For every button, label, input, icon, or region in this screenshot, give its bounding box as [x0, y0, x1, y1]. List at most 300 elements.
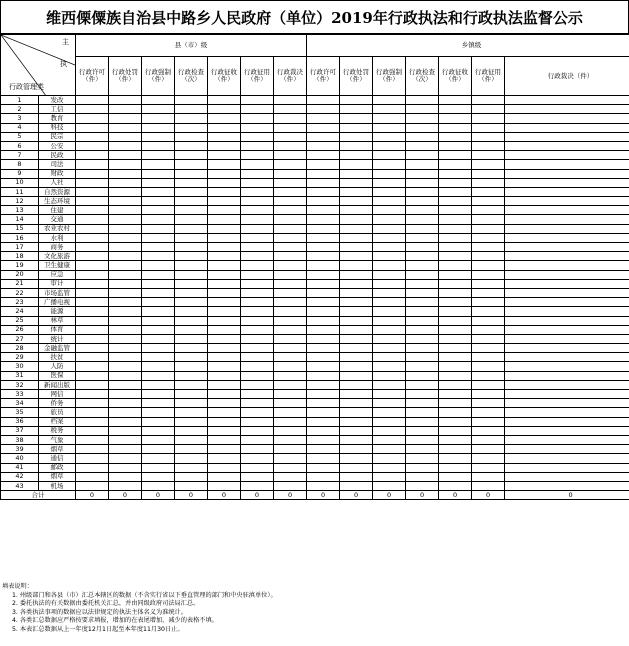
data-cell[interactable]: [175, 408, 208, 417]
data-cell[interactable]: [307, 215, 340, 224]
data-cell[interactable]: [175, 371, 208, 380]
data-cell[interactable]: [175, 114, 208, 123]
data-cell[interactable]: [208, 261, 241, 270]
data-cell[interactable]: [76, 454, 109, 463]
data-cell[interactable]: [505, 215, 629, 224]
data-cell[interactable]: [340, 334, 373, 343]
data-cell[interactable]: [109, 481, 142, 490]
data-cell[interactable]: [208, 417, 241, 426]
data-cell[interactable]: [439, 307, 472, 316]
data-cell[interactable]: [406, 224, 439, 233]
data-cell[interactable]: [307, 132, 340, 141]
data-cell[interactable]: [340, 307, 373, 316]
data-cell[interactable]: [76, 362, 109, 371]
data-cell[interactable]: [373, 151, 406, 160]
data-cell[interactable]: [175, 445, 208, 454]
data-cell[interactable]: [406, 371, 439, 380]
data-cell[interactable]: [406, 233, 439, 242]
data-cell[interactable]: [76, 114, 109, 123]
data-cell[interactable]: [76, 178, 109, 187]
data-cell[interactable]: [241, 141, 274, 150]
data-cell[interactable]: [241, 362, 274, 371]
data-cell[interactable]: [439, 96, 472, 105]
data-cell[interactable]: [472, 481, 505, 490]
data-cell[interactable]: [307, 114, 340, 123]
data-cell[interactable]: [142, 123, 175, 132]
data-cell[interactable]: [109, 325, 142, 334]
data-cell[interactable]: [307, 325, 340, 334]
data-cell[interactable]: [307, 435, 340, 444]
data-cell[interactable]: [406, 353, 439, 362]
data-cell[interactable]: [505, 96, 629, 105]
data-cell[interactable]: [175, 307, 208, 316]
data-cell[interactable]: [208, 206, 241, 215]
data-cell[interactable]: [406, 390, 439, 399]
data-cell[interactable]: [505, 454, 629, 463]
data-cell[interactable]: [340, 243, 373, 252]
data-cell[interactable]: [274, 151, 307, 160]
data-cell[interactable]: [241, 132, 274, 141]
data-cell[interactable]: [208, 426, 241, 435]
data-cell[interactable]: [175, 187, 208, 196]
data-cell[interactable]: [142, 316, 175, 325]
data-cell[interactable]: [208, 353, 241, 362]
data-cell[interactable]: [109, 417, 142, 426]
data-cell[interactable]: [241, 114, 274, 123]
data-cell[interactable]: [439, 298, 472, 307]
data-cell[interactable]: [175, 390, 208, 399]
data-cell[interactable]: [340, 454, 373, 463]
data-cell[interactable]: [505, 279, 629, 288]
data-cell[interactable]: [307, 178, 340, 187]
data-cell[interactable]: [241, 151, 274, 160]
data-cell[interactable]: [340, 362, 373, 371]
data-cell[interactable]: [439, 334, 472, 343]
data-cell[interactable]: [109, 132, 142, 141]
data-cell[interactable]: [373, 123, 406, 132]
data-cell[interactable]: [307, 353, 340, 362]
data-cell[interactable]: [208, 435, 241, 444]
data-cell[interactable]: [439, 224, 472, 233]
data-cell[interactable]: [76, 160, 109, 169]
data-cell[interactable]: [109, 371, 142, 380]
data-cell[interactable]: [307, 371, 340, 380]
data-cell[interactable]: [406, 435, 439, 444]
data-cell[interactable]: [241, 197, 274, 206]
data-cell[interactable]: [274, 169, 307, 178]
data-cell[interactable]: [307, 344, 340, 353]
data-cell[interactable]: [406, 481, 439, 490]
data-cell[interactable]: [76, 380, 109, 389]
data-cell[interactable]: [109, 261, 142, 270]
data-cell[interactable]: [241, 435, 274, 444]
data-cell[interactable]: [241, 307, 274, 316]
data-cell[interactable]: [142, 252, 175, 261]
data-cell[interactable]: [307, 380, 340, 389]
data-cell[interactable]: [505, 169, 629, 178]
data-cell[interactable]: [439, 481, 472, 490]
data-cell[interactable]: [406, 261, 439, 270]
data-cell[interactable]: [406, 160, 439, 169]
data-cell[interactable]: [241, 463, 274, 472]
data-cell[interactable]: [208, 325, 241, 334]
data-cell[interactable]: [472, 463, 505, 472]
data-cell[interactable]: [472, 316, 505, 325]
data-cell[interactable]: [109, 114, 142, 123]
data-cell[interactable]: [340, 169, 373, 178]
data-cell[interactable]: [109, 399, 142, 408]
data-cell[interactable]: [208, 243, 241, 252]
data-cell[interactable]: [109, 298, 142, 307]
data-cell[interactable]: [406, 114, 439, 123]
data-cell[interactable]: [208, 151, 241, 160]
data-cell[interactable]: [307, 390, 340, 399]
data-cell[interactable]: [241, 206, 274, 215]
data-cell[interactable]: [505, 261, 629, 270]
data-cell[interactable]: [241, 215, 274, 224]
data-cell[interactable]: [76, 288, 109, 297]
data-cell[interactable]: [241, 96, 274, 105]
data-cell[interactable]: [109, 426, 142, 435]
data-cell[interactable]: [241, 408, 274, 417]
data-cell[interactable]: [307, 408, 340, 417]
data-cell[interactable]: [274, 380, 307, 389]
data-cell[interactable]: [472, 362, 505, 371]
data-cell[interactable]: [307, 141, 340, 150]
data-cell[interactable]: [307, 96, 340, 105]
data-cell[interactable]: [274, 233, 307, 242]
data-cell[interactable]: [373, 454, 406, 463]
data-cell[interactable]: [340, 279, 373, 288]
data-cell[interactable]: [208, 187, 241, 196]
data-cell[interactable]: [439, 151, 472, 160]
data-cell[interactable]: [472, 261, 505, 270]
data-cell[interactable]: [439, 472, 472, 481]
data-cell[interactable]: [274, 197, 307, 206]
data-cell[interactable]: [472, 215, 505, 224]
data-cell[interactable]: [109, 454, 142, 463]
data-cell[interactable]: [505, 141, 629, 150]
data-cell[interactable]: [406, 417, 439, 426]
data-cell[interactable]: [340, 435, 373, 444]
data-cell[interactable]: [208, 454, 241, 463]
data-cell[interactable]: [505, 353, 629, 362]
data-cell[interactable]: [472, 417, 505, 426]
data-cell[interactable]: [208, 279, 241, 288]
data-cell[interactable]: [373, 472, 406, 481]
data-cell[interactable]: [505, 224, 629, 233]
data-cell[interactable]: [340, 380, 373, 389]
data-cell[interactable]: [241, 123, 274, 132]
data-cell[interactable]: [175, 224, 208, 233]
data-cell[interactable]: [439, 371, 472, 380]
data-cell[interactable]: [175, 279, 208, 288]
data-cell[interactable]: [109, 169, 142, 178]
data-cell[interactable]: [175, 96, 208, 105]
data-cell[interactable]: [340, 426, 373, 435]
data-cell[interactable]: [307, 243, 340, 252]
data-cell[interactable]: [340, 353, 373, 362]
data-cell[interactable]: [373, 307, 406, 316]
data-cell[interactable]: [274, 132, 307, 141]
data-cell[interactable]: [142, 454, 175, 463]
data-cell[interactable]: [274, 123, 307, 132]
data-cell[interactable]: [340, 105, 373, 114]
data-cell[interactable]: [208, 288, 241, 297]
data-cell[interactable]: [208, 399, 241, 408]
data-cell[interactable]: [274, 160, 307, 169]
data-cell[interactable]: [406, 123, 439, 132]
data-cell[interactable]: [472, 472, 505, 481]
data-cell[interactable]: [373, 279, 406, 288]
data-cell[interactable]: [373, 270, 406, 279]
data-cell[interactable]: [175, 316, 208, 325]
data-cell[interactable]: [373, 160, 406, 169]
data-cell[interactable]: [406, 298, 439, 307]
data-cell[interactable]: [373, 105, 406, 114]
data-cell[interactable]: [505, 380, 629, 389]
data-cell[interactable]: [274, 435, 307, 444]
data-cell[interactable]: [307, 105, 340, 114]
data-cell[interactable]: [439, 132, 472, 141]
data-cell[interactable]: [109, 206, 142, 215]
data-cell[interactable]: [373, 252, 406, 261]
data-cell[interactable]: [505, 426, 629, 435]
data-cell[interactable]: [76, 334, 109, 343]
data-cell[interactable]: [307, 399, 340, 408]
data-cell[interactable]: [241, 224, 274, 233]
data-cell[interactable]: [76, 96, 109, 105]
data-cell[interactable]: [472, 197, 505, 206]
data-cell[interactable]: [142, 96, 175, 105]
data-cell[interactable]: [208, 215, 241, 224]
data-cell[interactable]: [76, 215, 109, 224]
data-cell[interactable]: [241, 298, 274, 307]
data-cell[interactable]: [208, 307, 241, 316]
data-cell[interactable]: [472, 224, 505, 233]
data-cell[interactable]: [241, 261, 274, 270]
data-cell[interactable]: [142, 160, 175, 169]
data-cell[interactable]: [340, 187, 373, 196]
data-cell[interactable]: [340, 325, 373, 334]
data-cell[interactable]: [340, 298, 373, 307]
data-cell[interactable]: [142, 141, 175, 150]
data-cell[interactable]: [505, 160, 629, 169]
data-cell[interactable]: [340, 417, 373, 426]
data-cell[interactable]: [406, 132, 439, 141]
data-cell[interactable]: [505, 435, 629, 444]
data-cell[interactable]: [373, 215, 406, 224]
data-cell[interactable]: [142, 344, 175, 353]
data-cell[interactable]: [439, 279, 472, 288]
data-cell[interactable]: [76, 426, 109, 435]
data-cell[interactable]: [406, 463, 439, 472]
data-cell[interactable]: [142, 481, 175, 490]
data-cell[interactable]: [505, 105, 629, 114]
data-cell[interactable]: [373, 334, 406, 343]
data-cell[interactable]: [142, 169, 175, 178]
data-cell[interactable]: [175, 481, 208, 490]
data-cell[interactable]: [142, 325, 175, 334]
data-cell[interactable]: [340, 445, 373, 454]
data-cell[interactable]: [505, 399, 629, 408]
data-cell[interactable]: [340, 390, 373, 399]
data-cell[interactable]: [472, 435, 505, 444]
data-cell[interactable]: [373, 325, 406, 334]
data-cell[interactable]: [505, 445, 629, 454]
data-cell[interactable]: [142, 371, 175, 380]
data-cell[interactable]: [142, 435, 175, 444]
data-cell[interactable]: [439, 417, 472, 426]
data-cell[interactable]: [439, 390, 472, 399]
data-cell[interactable]: [373, 399, 406, 408]
data-cell[interactable]: [76, 325, 109, 334]
data-cell[interactable]: [142, 307, 175, 316]
data-cell[interactable]: [109, 141, 142, 150]
data-cell[interactable]: [241, 390, 274, 399]
data-cell[interactable]: [142, 279, 175, 288]
data-cell[interactable]: [439, 215, 472, 224]
data-cell[interactable]: [274, 243, 307, 252]
data-cell[interactable]: [505, 178, 629, 187]
data-cell[interactable]: [439, 435, 472, 444]
data-cell[interactable]: [142, 243, 175, 252]
data-cell[interactable]: [175, 417, 208, 426]
data-cell[interactable]: [340, 472, 373, 481]
data-cell[interactable]: [505, 408, 629, 417]
data-cell[interactable]: [307, 169, 340, 178]
data-cell[interactable]: [307, 298, 340, 307]
data-cell[interactable]: [505, 288, 629, 297]
data-cell[interactable]: [274, 261, 307, 270]
data-cell[interactable]: [340, 206, 373, 215]
data-cell[interactable]: [208, 344, 241, 353]
data-cell[interactable]: [208, 463, 241, 472]
data-cell[interactable]: [439, 325, 472, 334]
data-cell[interactable]: [208, 371, 241, 380]
data-cell[interactable]: [373, 408, 406, 417]
data-cell[interactable]: [142, 187, 175, 196]
data-cell[interactable]: [175, 160, 208, 169]
data-cell[interactable]: [76, 224, 109, 233]
data-cell[interactable]: [208, 141, 241, 150]
data-cell[interactable]: [406, 279, 439, 288]
data-cell[interactable]: [241, 160, 274, 169]
data-cell[interactable]: [373, 362, 406, 371]
data-cell[interactable]: [142, 472, 175, 481]
data-cell[interactable]: [274, 399, 307, 408]
data-cell[interactable]: [76, 105, 109, 114]
data-cell[interactable]: [340, 215, 373, 224]
data-cell[interactable]: [142, 298, 175, 307]
data-cell[interactable]: [274, 417, 307, 426]
data-cell[interactable]: [472, 390, 505, 399]
data-cell[interactable]: [76, 233, 109, 242]
data-cell[interactable]: [274, 141, 307, 150]
data-cell[interactable]: [373, 132, 406, 141]
data-cell[interactable]: [505, 307, 629, 316]
data-cell[interactable]: [109, 279, 142, 288]
data-cell[interactable]: [307, 187, 340, 196]
data-cell[interactable]: [142, 390, 175, 399]
data-cell[interactable]: [439, 288, 472, 297]
data-cell[interactable]: [505, 233, 629, 242]
data-cell[interactable]: [274, 224, 307, 233]
data-cell[interactable]: [406, 215, 439, 224]
data-cell[interactable]: [505, 252, 629, 261]
data-cell[interactable]: [274, 481, 307, 490]
data-cell[interactable]: [142, 132, 175, 141]
data-cell[interactable]: [142, 105, 175, 114]
data-cell[interactable]: [175, 243, 208, 252]
data-cell[interactable]: [109, 362, 142, 371]
data-cell[interactable]: [505, 316, 629, 325]
data-cell[interactable]: [208, 390, 241, 399]
data-cell[interactable]: [76, 417, 109, 426]
data-cell[interactable]: [241, 187, 274, 196]
data-cell[interactable]: [340, 408, 373, 417]
data-cell[interactable]: [439, 141, 472, 150]
data-cell[interactable]: [505, 114, 629, 123]
data-cell[interactable]: [241, 445, 274, 454]
data-cell[interactable]: [274, 325, 307, 334]
data-cell[interactable]: [76, 316, 109, 325]
data-cell[interactable]: [76, 445, 109, 454]
data-cell[interactable]: [175, 362, 208, 371]
data-cell[interactable]: [472, 178, 505, 187]
data-cell[interactable]: [406, 206, 439, 215]
data-cell[interactable]: [472, 380, 505, 389]
data-cell[interactable]: [439, 114, 472, 123]
data-cell[interactable]: [373, 169, 406, 178]
data-cell[interactable]: [241, 316, 274, 325]
data-cell[interactable]: [208, 270, 241, 279]
data-cell[interactable]: [175, 132, 208, 141]
data-cell[interactable]: [76, 252, 109, 261]
data-cell[interactable]: [142, 206, 175, 215]
data-cell[interactable]: [175, 426, 208, 435]
data-cell[interactable]: [406, 270, 439, 279]
data-cell[interactable]: [472, 279, 505, 288]
data-cell[interactable]: [406, 243, 439, 252]
data-cell[interactable]: [241, 353, 274, 362]
data-cell[interactable]: [175, 105, 208, 114]
data-cell[interactable]: [175, 178, 208, 187]
data-cell[interactable]: [307, 362, 340, 371]
data-cell[interactable]: [274, 307, 307, 316]
data-cell[interactable]: [175, 270, 208, 279]
data-cell[interactable]: [142, 463, 175, 472]
data-cell[interactable]: [307, 261, 340, 270]
data-cell[interactable]: [76, 261, 109, 270]
data-cell[interactable]: [142, 233, 175, 242]
data-cell[interactable]: [472, 399, 505, 408]
data-cell[interactable]: [340, 344, 373, 353]
data-cell[interactable]: [142, 197, 175, 206]
data-cell[interactable]: [307, 288, 340, 297]
data-cell[interactable]: [472, 454, 505, 463]
data-cell[interactable]: [142, 215, 175, 224]
data-cell[interactable]: [142, 224, 175, 233]
data-cell[interactable]: [340, 463, 373, 472]
data-cell[interactable]: [505, 371, 629, 380]
data-cell[interactable]: [76, 390, 109, 399]
data-cell[interactable]: [76, 353, 109, 362]
data-cell[interactable]: [208, 472, 241, 481]
data-cell[interactable]: [439, 233, 472, 242]
data-cell[interactable]: [406, 307, 439, 316]
data-cell[interactable]: [241, 325, 274, 334]
